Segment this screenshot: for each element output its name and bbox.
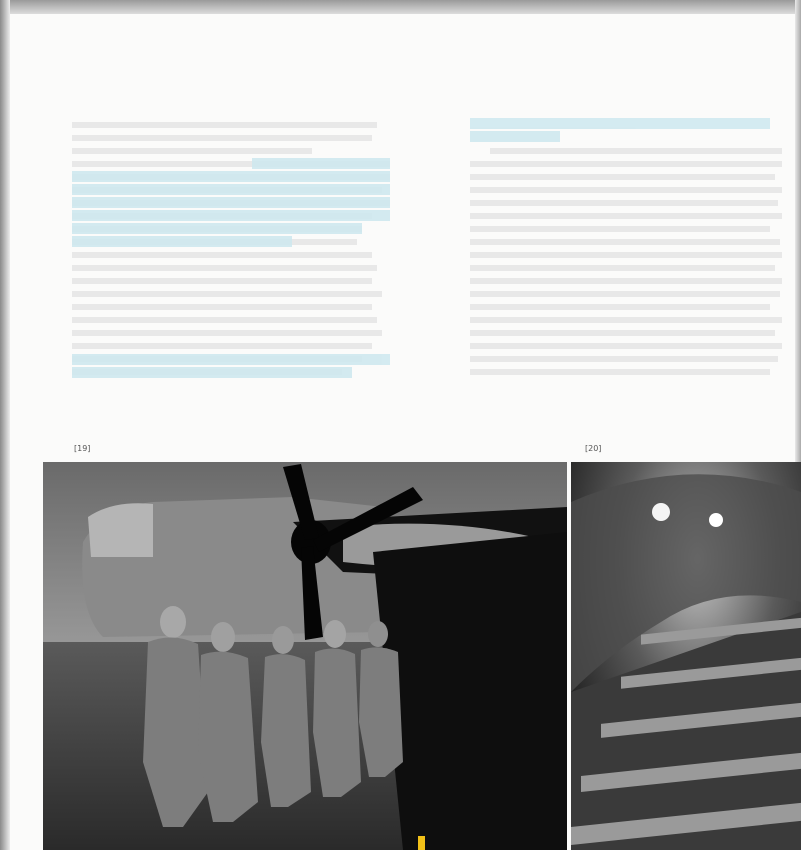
figure-number-19: [19] bbox=[74, 444, 91, 453]
ceiling-lamp-2 bbox=[709, 513, 723, 527]
photo-tunnel-factory bbox=[571, 462, 801, 850]
page-top-edge bbox=[0, 0, 801, 14]
photo-aircrew-bomber bbox=[43, 462, 567, 850]
book-spine-shadow bbox=[0, 0, 10, 850]
faded-text-lines-left bbox=[72, 118, 390, 388]
bomber-scene-illustration bbox=[43, 462, 567, 850]
figure-number-20: [20] bbox=[585, 444, 602, 453]
aircraft-shadow bbox=[373, 532, 567, 850]
yellow-page-marker bbox=[418, 836, 425, 850]
faded-text-lines-right bbox=[470, 118, 782, 388]
ceiling-lamp-1 bbox=[652, 503, 670, 521]
body-text-right-column bbox=[470, 118, 782, 388]
body-text-left-column bbox=[72, 118, 390, 388]
tunnel-scene-illustration bbox=[571, 462, 801, 850]
